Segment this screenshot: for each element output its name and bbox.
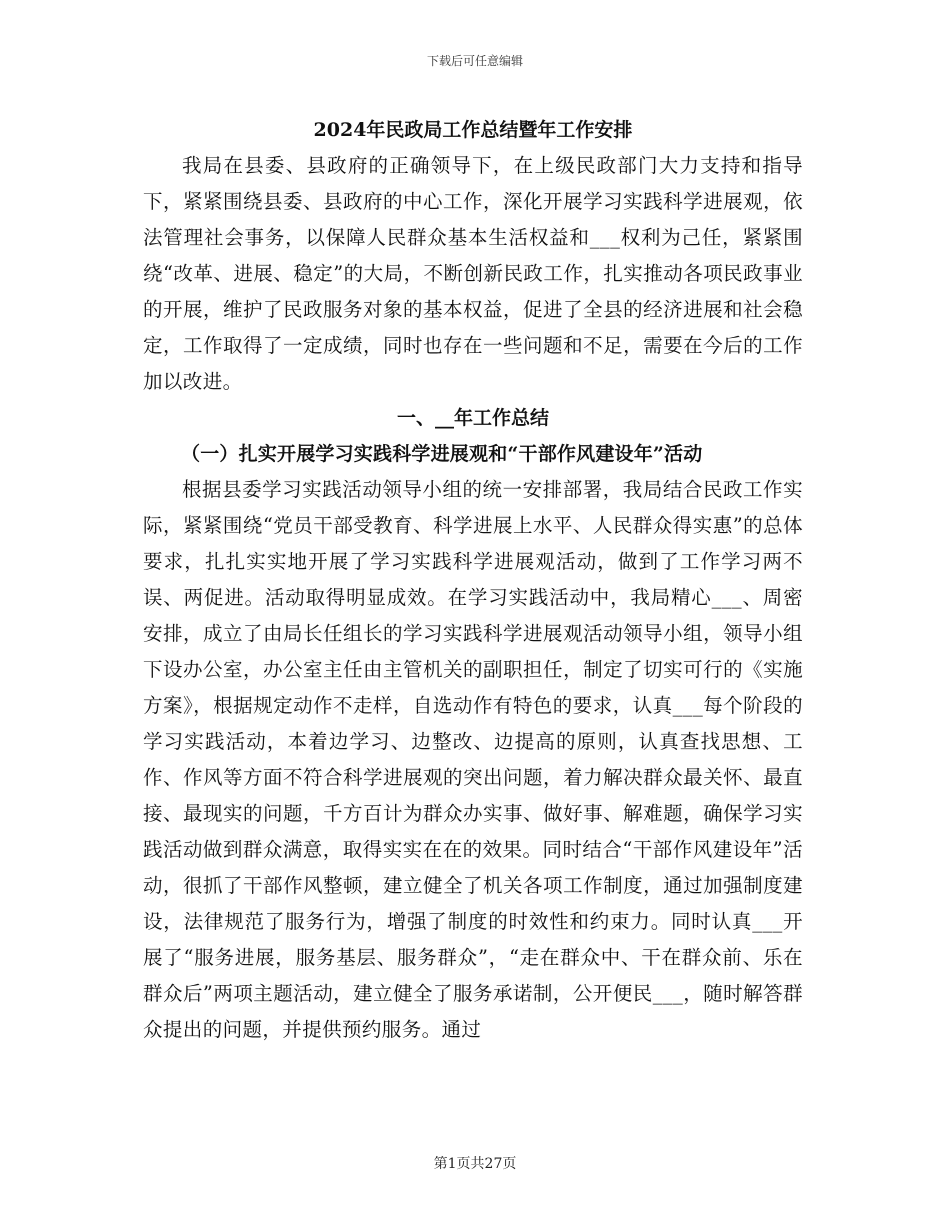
body-paragraph: 根据县委学习实践活动领导小组的统一安排部署，我局结合民政工作实际，紧紧围绕“党员干部受教育、科学进展上水平、人民群众得实惠”的总体要求，扎扎实实地开展了学习实践科学进展观活动，做到了工作学习两不误、两促进。活动取得明显成效。在学习实践活动中，我局精心___、周密安排，成立了由局长任组长的学习实践科学进展观活动领导小组，领导小组下设办公室，办公室主任由主管机关的副职担任，制定了切实可行的《实施方案》，根据规定动作不走样，自选动作有特色的要求，认真___每个阶段的学习实践活动，本着边学习、边整改、边提高的原则，认真查找思想、工作、作风等方面不符合科学进展观的突出问题，着力解决群众最关怀、最直接、最现实的问题，千方百计为群众办实事、做好事、解难题，确保学习实践活动做到群众满意，取得实实在在的效果。同时结合“干部作风建设年”活动，很抓了干部作风整顿，建立健全了机关各项工作制度，通过加强制度建设，法律规范了服务行为，增强了制度的时效性和约束力。同时认真___开展了“服务进展，服务基层、服务群众”，“走在群众中、干在群众前、乐在群众后”两项主题活动，建立健全了服务承诺制，公开便民___，随时解答群众提出的问题，并提供预约服务。通过 <box>143 478 803 1041</box>
document-body <box>143 112 803 1048</box>
intro-paragraph: 我局在县委、县政府的正确领导下，在上级民政部门大力支持和指导下，紧紧围绕县委、县政府的中心工作，深化开展学习实践科学进展观，依法管理社会事务，以保障人民群众基本生活权益和___权利为己任，紧紧围绕“改革、进展、稳定”的大局，不断创新民政工作，扎实推动各项民政事业的开展，维护了民政服务对象的基本权益，促进了全县的经济进展和社会稳定，工作取得了一定成绩，同时也存在一些问题和不足，需要在今后的工作加以改进。 <box>143 154 803 393</box>
document-title: 2024年民政局工作总结暨年工作安排 <box>313 119 633 141</box>
page-number: 第1页共27页 <box>433 1156 517 1172</box>
header-note: 下载后可任意编辑 <box>426 54 523 68</box>
section-heading: 一、__年工作总结 <box>396 407 549 429</box>
subsection-heading: （一）扎实开展学习实践科学进展观和“干部作风建设年”活动 <box>181 443 703 465</box>
